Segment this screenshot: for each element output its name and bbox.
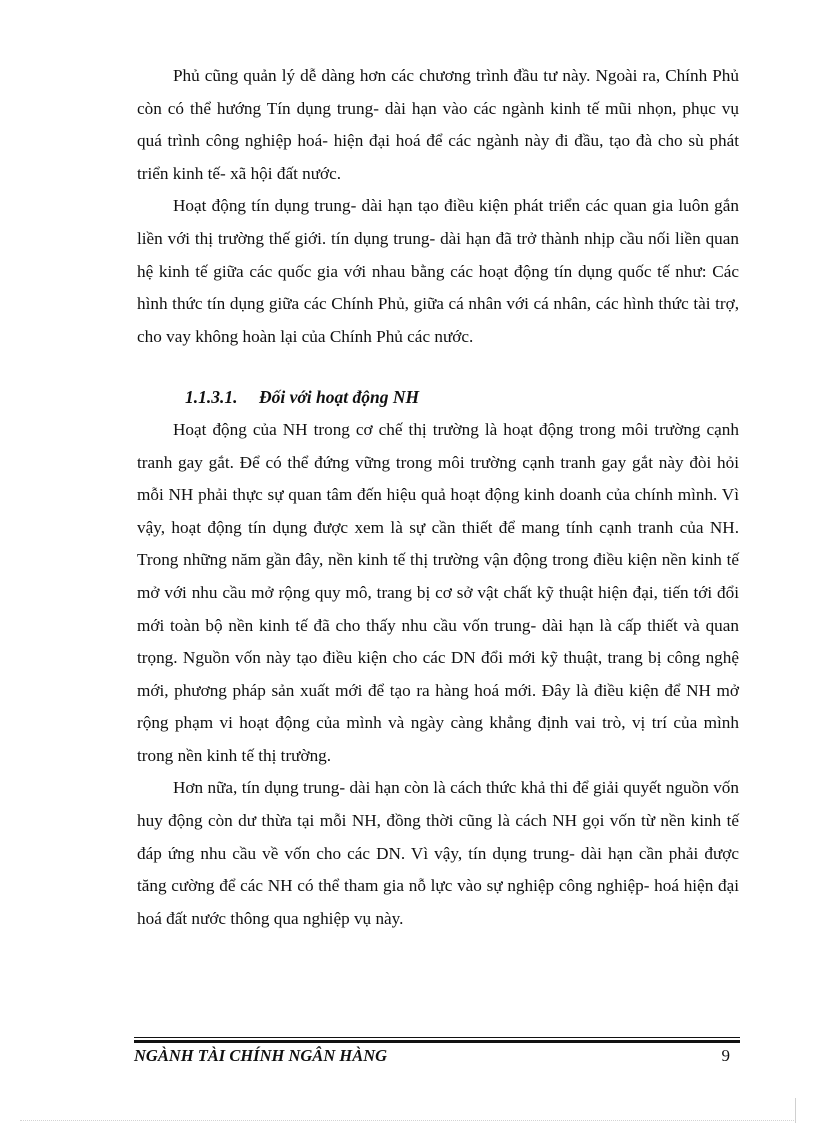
section-number: 1.1.3.1. xyxy=(185,387,238,408)
footer-title: NGÀNH TÀI CHÍNH NGÂN HÀNG xyxy=(134,1046,388,1065)
section-spacer xyxy=(137,353,739,381)
section-title: Đối với hoạt động NH xyxy=(259,387,420,408)
paragraph: Hơn nữa, tín dụng trung- dài hạn còn là cách thức khả thi để giải quyết nguồn vốn huy động còn dư thừa tại mỗi NH, đồng thời cũng là cách NH gọi vốn từ nền kinh tế đáp ứng nhu cầu về vốn cho các DN. Vì vậy, tín dụng trung- dài hạn cần phải được tăng cường để các NH có thể tham gia nỗ lực vào sự nghiệp công nghiệp- hoá hiện đại hoá đất nước thông qua nghiệp vụ này. xyxy=(137,778,739,928)
paragraph: Hoạt động tín dụng trung- dài hạn tạo điều kiện phát triển các quan gia luôn gắn liền với thị trường thế giới. tín dụng trung- dài hạn đã trở thành nhịp cầu nối liền quan hệ kinh tế giữa các quốc gia với nhau bằng các hoạt động tín dụng quốc tế như: Các hình thức tín dụng giữa các Chính Phủ, giữa cá nhân với cá nhân, các hình thức tài trợ, cho vay không hoàn lại của Chính Phủ các nước. xyxy=(137,196,739,346)
page-border-dotted xyxy=(20,1120,796,1121)
page-number: 9 xyxy=(721,1046,730,1065)
footer-rule-thick xyxy=(134,1040,740,1043)
section-heading xyxy=(185,381,739,414)
body-text xyxy=(137,60,739,935)
footer-rule xyxy=(134,1037,740,1043)
crop-mark xyxy=(795,1098,796,1123)
paragraph: Phủ cũng quản lý dễ dàng hơn các chương trình đầu tư này. Ngoài ra, Chính Phủ còn có thể hướng Tín dụng trung- dài hạn vào các ngành kinh tế mũi nhọn, phục vụ quá trình công nghiệp hoá- hiện đại hoá để các ngành này đi đầu, tạo đà cho sù phát triển kinh tế- xã hội đất nước. xyxy=(137,66,739,183)
page-footer xyxy=(134,1044,740,1068)
footer-rule-thin xyxy=(134,1037,740,1038)
paragraph: Hoạt động của NH trong cơ chế thị trường là hoạt động trong môi trường cạnh tranh gay gắt. Để có thể đứng vững trong môi trường cạnh tranh gay gắt này đòi hỏi mỗi NH phải thực sự quan tâm đến hiệu quả hoạt động kinh doanh của chính mình. Vì vậy, hoạt động tín dụng được xem là sự cần thiết để mang tính cạnh tranh của NH. Trong những năm gần đây, nền kinh tế thị trường vận động trong điều kiện nền kinh tế mở với nhu cầu mở rộng quy mô, trang bị cơ sở vật chất kỹ thuật hiện đại, tiến tới đổi mới toàn bộ nền kinh tế đã cho thấy nhu cầu vốn trung- dài hạn là cấp thiết và quan trọng. Nguồn vốn này tạo điều kiện cho các DN đổi mới kỹ thuật, trang bị công nghệ mới, phương pháp sản xuất mới để tạo ra hàng hoá mới. Đây là điều kiện để NH mở rộng phạm vi hoạt động của mình và ngày càng khẳng định vai trò, vị trí của mình trong nền kinh tế thị trường. xyxy=(137,419,739,765)
